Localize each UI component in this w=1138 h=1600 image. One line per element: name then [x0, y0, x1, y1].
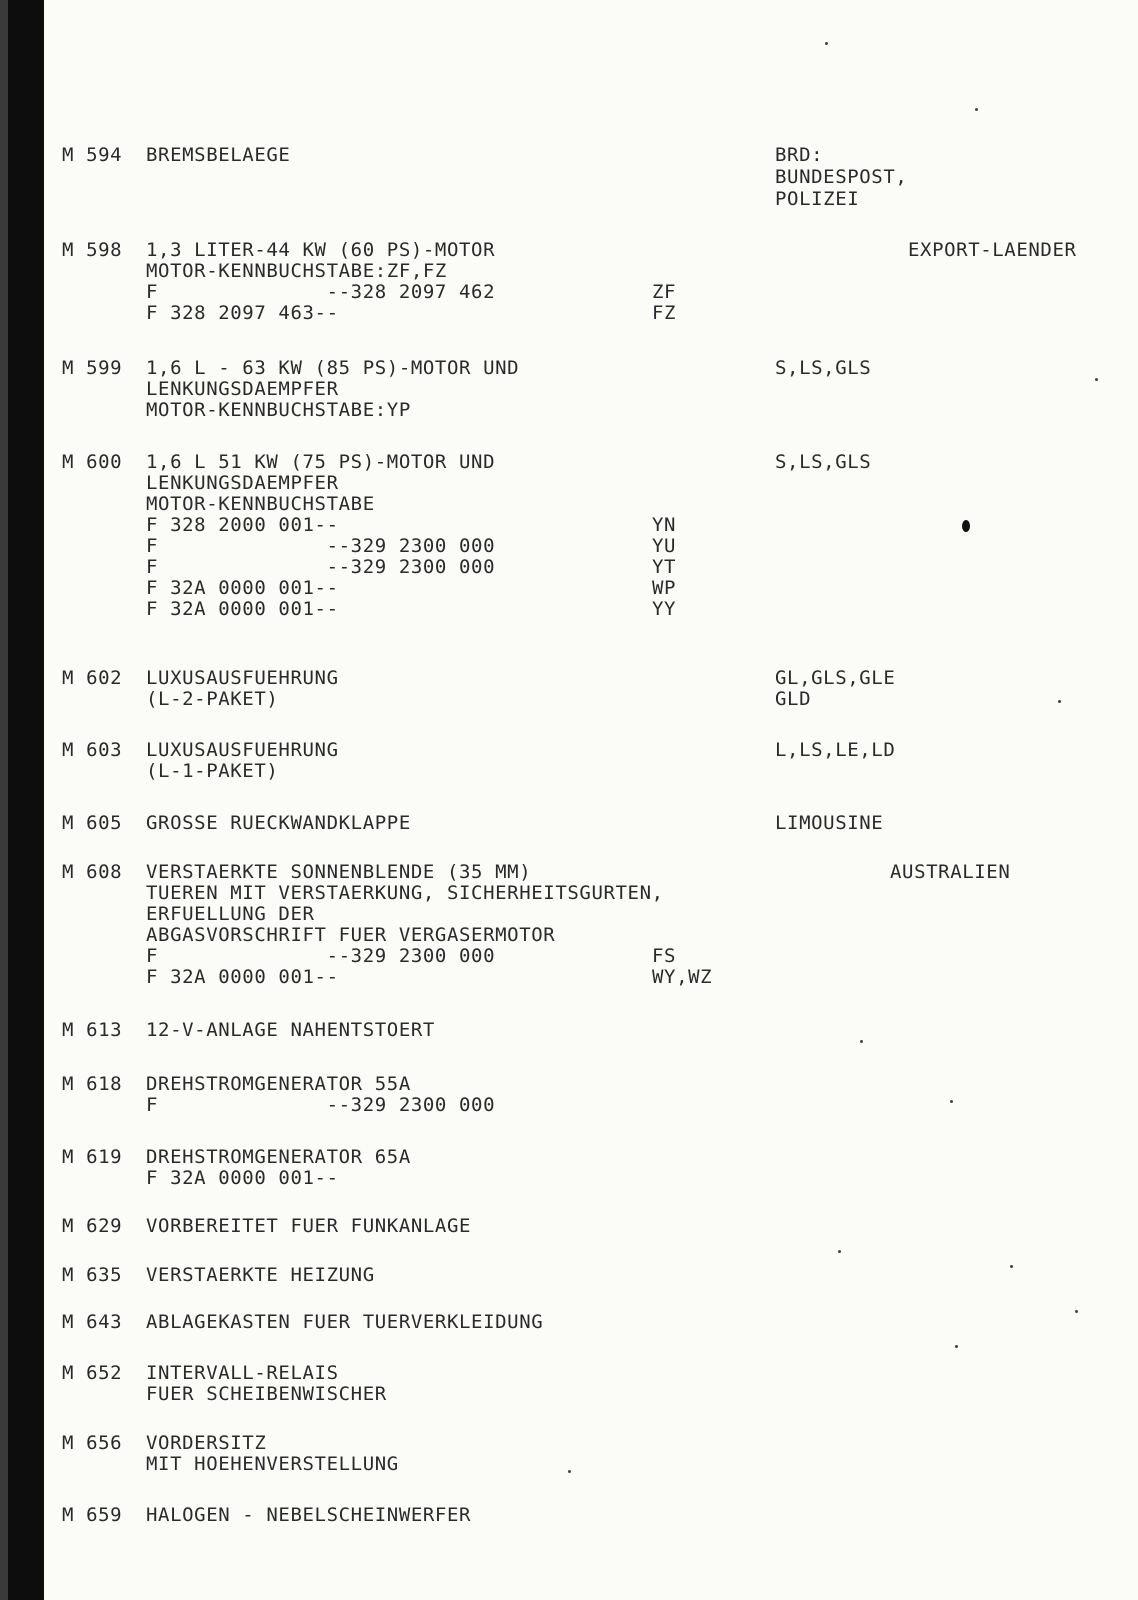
entry-description: VORBEREITET FUER FUNKANLAGE [146, 1215, 472, 1237]
entry-code: M 659 [62, 1504, 123, 1526]
entry-models: POLIZEI [775, 188, 860, 210]
entry-code: M 656 [62, 1432, 123, 1454]
entry-description: ABLAGEKASTEN FUER TUERVERKLEIDUNG [146, 1311, 544, 1333]
entry-description: LENKUNGSDAEMPFER [146, 472, 339, 494]
entry-code: M 594 [62, 144, 123, 166]
entry-description: 1,6 L 51 KW (75 PS)-MOTOR UND [146, 451, 496, 473]
entry-code: M 603 [62, 739, 123, 761]
entry-description: MOTOR-KENNBUCHSTABE [146, 493, 375, 515]
entry-description: 1,3 LITER-44 KW (60 PS)-MOTOR [146, 239, 496, 261]
scan-speck [950, 1100, 953, 1103]
entry-description: LUXUSAUSFUEHRUNG [146, 667, 339, 689]
entry-models: BUNDESPOST, [775, 166, 908, 188]
entry-description: MOTOR-KENNBUCHSTABE:YP [146, 399, 411, 421]
entry-models: GLD [775, 688, 812, 710]
entry-description: (L-2-PAKET) [146, 688, 279, 710]
scan-speck [975, 108, 978, 111]
frame-range: F 328 2097 463-- [146, 302, 339, 324]
engine-code: WY,WZ [652, 966, 713, 988]
entry-description: VERSTAERKTE HEIZUNG [146, 1264, 375, 1286]
frame-range: F 32A 0000 001-- [146, 1167, 339, 1189]
entry-models: GL,GLS,GLE [775, 667, 896, 689]
engine-code: YU [652, 535, 677, 557]
entry-description: 1,6 L - 63 KW (85 PS)-MOTOR UND [146, 357, 520, 379]
entry-models: LIMOUSINE [775, 812, 884, 834]
entry-models: S,LS,GLS [775, 451, 872, 473]
scan-speck [955, 1345, 958, 1348]
entry-models: L,LS,LE,LD [775, 739, 896, 761]
scan-speck [1010, 1265, 1013, 1268]
entry-code: M 635 [62, 1264, 123, 1286]
entry-code: M 629 [62, 1215, 123, 1237]
entry-description: TUEREN MIT VERSTAERKUNG, SICHERHEITSGURTEN, [146, 882, 664, 904]
entry-models: BRD: [775, 144, 824, 166]
entry-code: M 608 [62, 861, 123, 883]
entry-code: M 600 [62, 451, 123, 473]
entry-description: DREHSTROMGENERATOR 55A [146, 1073, 411, 1095]
entry-description: (L-1-PAKET) [146, 760, 279, 782]
entry-description: LENKUNGSDAEMPFER [146, 378, 339, 400]
scan-speck [838, 1250, 841, 1253]
entry-code: M 618 [62, 1073, 123, 1095]
entry-code: M 599 [62, 357, 123, 379]
frame-range: F 32A 0000 001-- [146, 598, 339, 620]
entry-description: VORDERSITZ [146, 1432, 267, 1454]
frame-range: F --328 2097 462 [146, 281, 496, 303]
frame-range: F --329 2300 000 [146, 556, 496, 578]
engine-code: FS [652, 945, 677, 967]
engine-code: WP [652, 577, 677, 599]
entry-description: HALOGEN - NEBELSCHEINWERFER [146, 1504, 472, 1526]
engine-code: YY [652, 598, 677, 620]
frame-range: F 328 2000 001-- [146, 514, 339, 536]
entry-description: MOTOR-KENNBUCHSTABE:ZF,FZ [146, 260, 447, 282]
engine-code: YN [652, 514, 677, 536]
entry-code: M 652 [62, 1362, 123, 1384]
scan-speck [825, 42, 828, 45]
entry-code: M 602 [62, 667, 123, 689]
entry-description: DREHSTROMGENERATOR 65A [146, 1146, 411, 1168]
scan-speck [860, 1040, 863, 1043]
entry-description: 12-V-ANLAGE NAHENTSTOERT [146, 1019, 435, 1041]
scan-speck [1095, 378, 1098, 381]
entry-code: M 643 [62, 1311, 123, 1333]
scan-speck [1058, 700, 1061, 703]
entry-description: MIT HOEHENVERSTELLUNG [146, 1453, 399, 1475]
entry-market: EXPORT-LAENDER [908, 239, 1077, 261]
scan-speck [962, 520, 970, 532]
frame-range: F 32A 0000 001-- [146, 966, 339, 988]
entry-code: M 619 [62, 1146, 123, 1168]
entry-description: INTERVALL-RELAIS [146, 1362, 339, 1384]
frame-range: F --329 2300 000 [146, 945, 496, 967]
scan-speck [568, 1470, 571, 1473]
scan-speck [1075, 1310, 1078, 1313]
entry-description: VERSTAERKTE SONNENBLENDE (35 MM) [146, 861, 532, 883]
entry-description: FUER SCHEIBENWISCHER [146, 1383, 387, 1405]
entry-models: S,LS,GLS [775, 357, 872, 379]
entry-code: M 598 [62, 239, 123, 261]
engine-code: YT [652, 556, 677, 578]
entry-description: ABGASVORSCHRIFT FUER VERGASERMOTOR [146, 924, 556, 946]
entry-market: AUSTRALIEN [890, 861, 1011, 883]
entry-code: M 605 [62, 812, 123, 834]
engine-code: ZF [652, 281, 677, 303]
entry-description: ERFUELLUNG DER [146, 903, 315, 925]
entry-code: M 613 [62, 1019, 123, 1041]
entry-description: LUXUSAUSFUEHRUNG [146, 739, 339, 761]
frame-range: F 32A 0000 001-- [146, 577, 339, 599]
entry-description: BREMSBELAEGE [146, 144, 291, 166]
engine-code: FZ [652, 302, 677, 324]
frame-range: F --329 2300 000 [146, 1094, 496, 1116]
entry-description: GROSSE RUECKWANDKLAPPE [146, 812, 411, 834]
frame-range: F --329 2300 000 [146, 535, 496, 557]
